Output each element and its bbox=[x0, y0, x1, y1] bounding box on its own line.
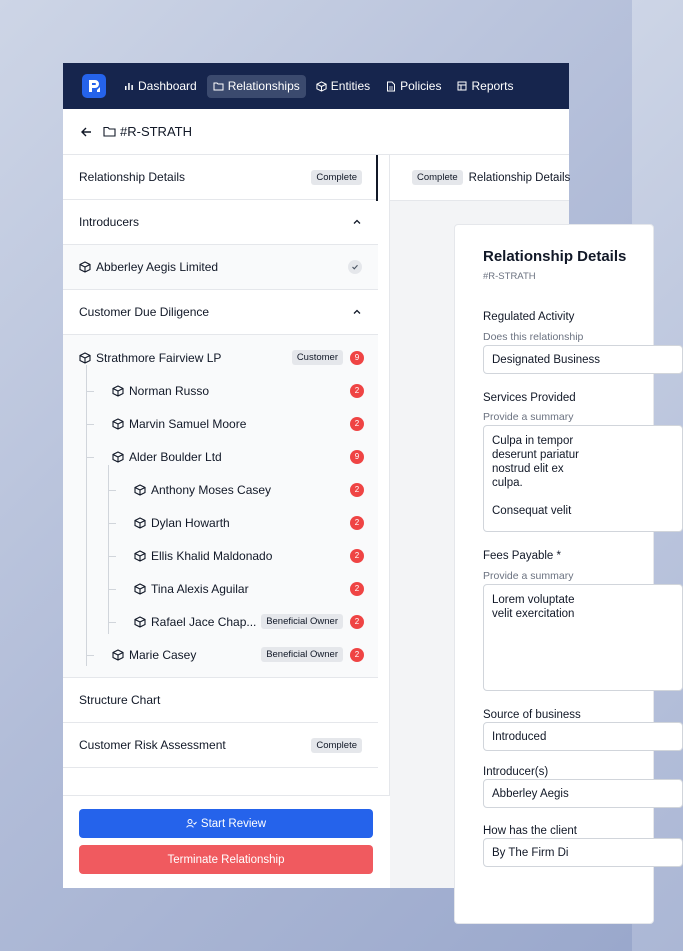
entity-label: Strathmore Fairview LP bbox=[96, 350, 222, 365]
tree-row[interactable] bbox=[134, 539, 364, 572]
entity-label: Rafael Jace Chap... bbox=[151, 614, 257, 629]
fees-payable-textarea[interactable]: Lorem voluptate velit exercitation bbox=[483, 584, 683, 691]
section-relationship-details[interactable] bbox=[63, 155, 378, 200]
cube-icon bbox=[134, 616, 146, 628]
chart-icon bbox=[124, 81, 134, 91]
nav-dashboard-label: Dashboard bbox=[138, 79, 197, 93]
field-label: Regulated Activity bbox=[483, 311, 575, 323]
issue-count-badge: 2 bbox=[350, 582, 364, 596]
section-label: Introducers bbox=[79, 215, 140, 229]
entity-name bbox=[112, 450, 350, 464]
chevron-up-icon[interactable] bbox=[352, 307, 362, 317]
arrow-left-icon bbox=[80, 126, 92, 138]
issue-count-badge: 2 bbox=[350, 615, 364, 629]
regulated-activity-select[interactable]: Designated Business bbox=[483, 345, 683, 374]
logo-icon bbox=[86, 78, 102, 94]
cube-icon bbox=[134, 484, 146, 496]
section-customer-due-diligence[interactable] bbox=[63, 290, 378, 335]
app-logo[interactable] bbox=[82, 74, 106, 98]
user-check-icon bbox=[186, 818, 197, 829]
terminate-relationship-button[interactable] bbox=[79, 845, 373, 874]
cube-icon bbox=[134, 550, 146, 562]
introducers-select[interactable]: Abberley Aegis bbox=[483, 779, 683, 808]
entity-label: Marie Casey bbox=[129, 647, 197, 662]
tree-line bbox=[108, 589, 116, 590]
services-provided-textarea[interactable]: Culpa in tempor deserunt pariatur nostrud elit ex culpa. Consequat velit bbox=[483, 425, 683, 532]
entity-label: Anthony Moses Casey bbox=[151, 482, 272, 497]
tree-row[interactable] bbox=[112, 374, 364, 407]
tree-row[interactable] bbox=[79, 341, 364, 374]
tree-line bbox=[108, 556, 116, 557]
section-label: Structure Chart bbox=[79, 693, 161, 707]
status-badge: Complete bbox=[311, 738, 362, 753]
chevron-up-icon[interactable] bbox=[352, 217, 362, 227]
entity-name bbox=[134, 516, 350, 530]
issue-count-badge: 2 bbox=[350, 549, 364, 563]
start-review-button[interactable] bbox=[79, 809, 373, 838]
tree-row[interactable] bbox=[112, 638, 364, 671]
entity-label: Norman Russo bbox=[129, 383, 210, 398]
cube-icon bbox=[112, 385, 124, 397]
tree-row[interactable] bbox=[134, 506, 364, 539]
tree-line bbox=[86, 655, 94, 656]
cdd-tree bbox=[63, 335, 378, 678]
cube-icon bbox=[112, 418, 124, 430]
tree-line bbox=[86, 391, 94, 392]
scrollbar[interactable] bbox=[376, 155, 378, 201]
right-tab-bar bbox=[390, 155, 569, 201]
introducer-label: Abberley Aegis Limited bbox=[96, 260, 219, 274]
how-client-select[interactable]: By The Firm Di bbox=[483, 838, 683, 867]
nav-entities-label: Entities bbox=[330, 79, 371, 93]
card-title: Relationship Details bbox=[483, 248, 627, 265]
nav-relationships-label: Relationships bbox=[227, 79, 300, 93]
field-hint: Provide a summary bbox=[483, 411, 574, 423]
issue-count-badge: 2 bbox=[350, 417, 364, 431]
right-panel bbox=[390, 155, 627, 888]
card-reference: #R-STRATH bbox=[483, 271, 536, 282]
role-badge: Customer bbox=[292, 350, 343, 365]
entity-name bbox=[134, 615, 261, 629]
back-button[interactable] bbox=[80, 126, 92, 138]
field-label: Introducer(s) bbox=[483, 766, 549, 778]
tree-row[interactable] bbox=[134, 605, 364, 638]
cube-icon bbox=[112, 451, 124, 463]
source-of-business-select[interactable]: Introduced bbox=[483, 722, 683, 751]
left-panel bbox=[63, 155, 390, 888]
introducer-name bbox=[79, 260, 218, 274]
entity-name bbox=[112, 417, 350, 431]
nav-dashboard[interactable] bbox=[118, 75, 203, 98]
top-nav bbox=[63, 63, 569, 109]
issue-count-badge: 9 bbox=[350, 351, 364, 365]
table-icon bbox=[457, 81, 467, 91]
terminate-label: Terminate Relationship bbox=[167, 853, 285, 866]
tree-line bbox=[86, 365, 87, 666]
field-hint: Does this relationship bbox=[483, 331, 584, 343]
page-title: #R-STRATH bbox=[120, 124, 192, 139]
section-label: Relationship Details bbox=[79, 170, 186, 184]
cube-icon bbox=[79, 261, 91, 273]
entity-label: Alder Boulder Ltd bbox=[129, 449, 222, 464]
entity-name bbox=[79, 351, 292, 365]
document-icon bbox=[386, 81, 396, 92]
entity-name bbox=[134, 483, 350, 497]
issue-count-badge: 2 bbox=[350, 384, 364, 398]
tree-row[interactable] bbox=[134, 572, 364, 605]
nav-relationships[interactable] bbox=[207, 75, 306, 98]
field-label: Source of business bbox=[483, 709, 581, 721]
role-badge: Beneficial Owner bbox=[261, 647, 343, 662]
cube-icon bbox=[134, 583, 146, 595]
issue-count-badge: 2 bbox=[350, 483, 364, 497]
entity-name bbox=[112, 648, 261, 662]
app-window bbox=[63, 63, 627, 888]
status-badge: Complete bbox=[412, 170, 463, 185]
entity-label: Marvin Samuel Moore bbox=[129, 416, 247, 431]
entity-name bbox=[134, 582, 350, 596]
tree-row[interactable] bbox=[112, 440, 364, 473]
left-footer bbox=[63, 795, 390, 888]
issue-count-badge: 2 bbox=[350, 516, 364, 530]
nav-reports-label: Reports bbox=[471, 79, 514, 93]
tree-line bbox=[108, 523, 116, 524]
tree-line bbox=[108, 622, 116, 623]
field-label: How has the client bbox=[483, 825, 577, 837]
tree-row[interactable] bbox=[112, 407, 364, 440]
cube-icon bbox=[316, 81, 327, 92]
nav-policies-label: Policies bbox=[400, 79, 442, 93]
section-label: Customer Due Diligence bbox=[79, 305, 210, 319]
folder-icon-wrap bbox=[103, 126, 116, 137]
cube-icon bbox=[79, 352, 91, 364]
tree-row[interactable] bbox=[134, 473, 364, 506]
entity-label: Dylan Howarth bbox=[151, 515, 230, 530]
check-icon bbox=[348, 260, 362, 274]
cube-icon bbox=[134, 517, 146, 529]
tab-relationship-details[interactable]: Relationship Details bbox=[468, 171, 571, 184]
field-label: Fees Payable * bbox=[483, 550, 561, 562]
folder-icon bbox=[103, 126, 116, 137]
issue-count-badge: 2 bbox=[350, 648, 364, 662]
field-label: Services Provided bbox=[483, 392, 576, 404]
cube-icon bbox=[112, 649, 124, 661]
tree-line bbox=[86, 424, 94, 425]
left-scroll-area[interactable] bbox=[63, 155, 378, 795]
list-item[interactable] bbox=[63, 245, 378, 290]
section-customer-risk-assessment[interactable] bbox=[63, 723, 378, 768]
nav-reports[interactable] bbox=[451, 75, 519, 98]
page-header bbox=[63, 109, 569, 155]
entity-name bbox=[112, 384, 350, 398]
section-label: Customer Risk Assessment bbox=[79, 738, 226, 752]
status-badge: Complete bbox=[311, 170, 362, 185]
entity-label: Ellis Khalid Maldonado bbox=[151, 548, 273, 563]
details-card bbox=[454, 224, 654, 924]
nav-policies[interactable] bbox=[380, 75, 447, 98]
tree-line bbox=[108, 490, 116, 491]
field-hint: Provide a summary bbox=[483, 570, 574, 582]
start-review-label: Start Review bbox=[200, 817, 267, 830]
tree-line bbox=[86, 457, 94, 458]
entity-name bbox=[134, 549, 350, 563]
folder-icon bbox=[213, 81, 224, 91]
role-badge: Beneficial Owner bbox=[261, 614, 343, 629]
entity-label: Tina Alexis Aguilar bbox=[151, 581, 249, 596]
section-introducers[interactable] bbox=[63, 200, 378, 245]
nav-entities[interactable] bbox=[310, 75, 376, 98]
section-structure-chart[interactable] bbox=[63, 678, 378, 723]
issue-count-badge: 9 bbox=[350, 450, 364, 464]
